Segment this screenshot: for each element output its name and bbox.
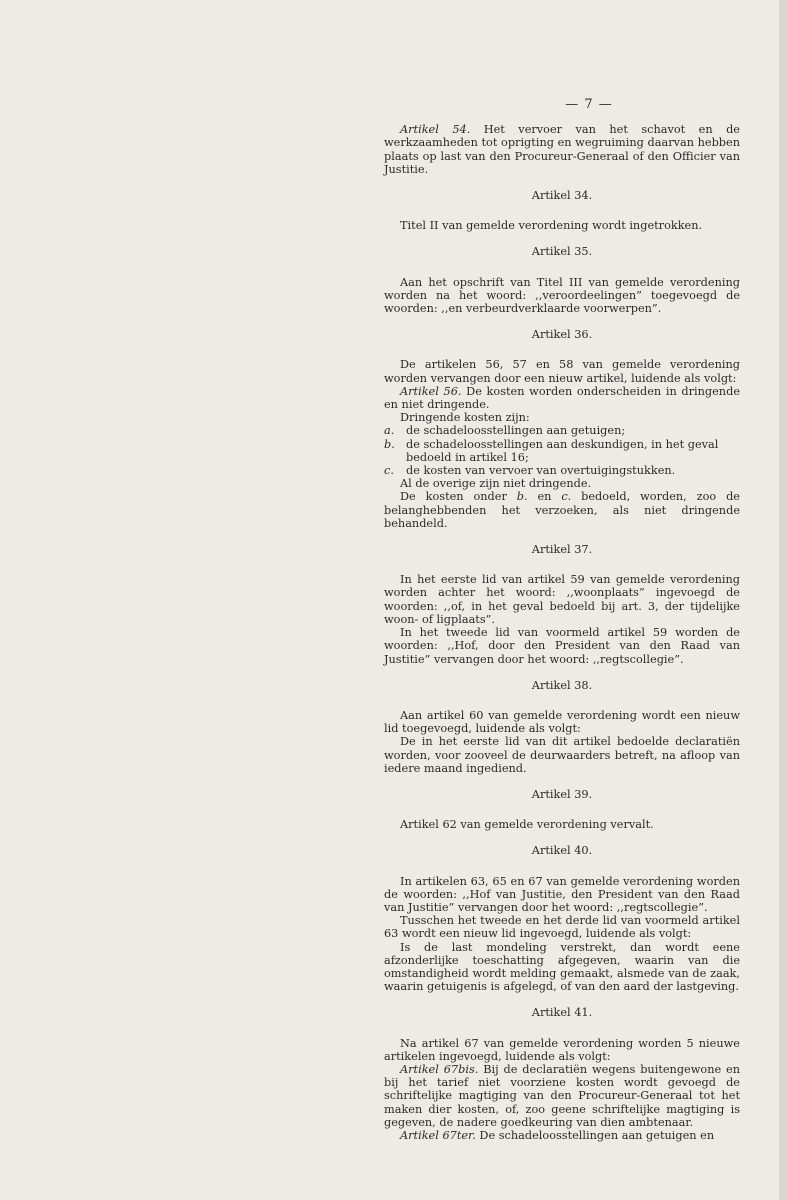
paragraph-36c: Dringende kosten zijn: <box>400 411 530 425</box>
paragraph-36a: De artikelen 56, 57 en 58 van gemelde verordening worden vervangen door een nieuw artikel, luidende als volgt: <box>384 358 740 385</box>
page-number: — 7 — <box>565 97 613 112</box>
paragraph-41b: Artikel 67bis. Bij de declaratiën wegens buitengewone en bij het tarief niet voorziene kosten wordt gevoegd de schriftelijke magtiging van den Procureur-Generaal tot het maken dier kosten, of, zoo geene schriftelijke magtiging is gegeven, de nadere goedkeuring van dien ambtenaar. <box>384 1062 740 1129</box>
paragraph-36e: De kosten onder b. en c. bedoeld, worden, zoo de belanghebbenden het verzoeken, als niet dringende behandeld. <box>384 490 740 530</box>
paragraph-artikel-54: Artikel 54. Het vervoer van het schavot en de werkzaamheden tot oprigting en wegruiming daarvan hebben plaats op last van den Procureur-Generaal of den Officier van Justitie. <box>384 123 740 176</box>
paragraph-38b: De in het eerste lid van dit artikel bedoelde declaratiën worden, voor zooveel de deurwaarders betreft, na afloop van iedere maand ingediend. <box>384 735 740 775</box>
paragraph-40c: Is de last mondeling verstrekt, dan wordt eene afzonderlijke toeschatting afgegeven, waarin van die omstandigheid wordt melding gemaakt, alsmede van de zaak, waarin getuigenis is afgelegd, of van den aard der lastgeving. <box>384 940 740 994</box>
heading-artikel-41: Artikel 41. <box>531 1006 593 1020</box>
heading-artikel-35: Artikel 35. <box>531 245 593 259</box>
heading-artikel-37: Artikel 37. <box>531 543 593 557</box>
paragraph-40b: Tusschen het tweede en het derde lid van voormeld artikel 63 wordt een nieuw lid ingevoegd, luidende als volgt: <box>384 914 740 941</box>
paragraph-37a: In het eerste lid van artikel 59 van gemelde verordening worden achter het woord: ,,woonplaats” ingevoegd de woorden: ,,of, in het geval bedoeld bij art. 3, der tijdelijke woon- of ligplaats”. <box>384 573 740 626</box>
list-item-b: b. de schadeloosstellingen aan deskundigen, in het geval bedoeld in artikel 16; <box>384 437 719 464</box>
list-item-c: c. de kosten van vervoer van overtuigingstukken. <box>384 464 676 478</box>
paragraph-34: Titel II van gemelde verordening wordt ingetrokken. <box>400 219 703 233</box>
article-ref: Artikel 54. <box>400 123 471 137</box>
article-ref: Artikel 56. <box>400 384 462 398</box>
heading-artikel-34: Artikel 34. <box>531 189 593 203</box>
list-item-a: a. de schadeloosstellingen aan getuigen; <box>384 424 626 438</box>
text-column <box>384 98 740 1142</box>
paragraph-40a: In artikelen 63, 65 en 67 van gemelde verordening worden de woorden: ,,Hof van Justitie, den President van den Raad van Justitie” vervangen door het woord: ,,regtscollegie”. <box>384 874 740 914</box>
heading-artikel-39: Artikel 39. <box>531 787 593 801</box>
heading-artikel-36: Artikel 36. <box>531 328 593 342</box>
paragraph-37b: In het tweede lid van voormeld artikel 59 worden de woorden: ,,Hof, door den President van den Raad van Justitie” vervangen door het woord: ,,regtscollegie”. <box>384 626 740 666</box>
paragraph-39: Artikel 62 van gemelde verordening vervalt. <box>400 818 654 832</box>
article-ref: Artikel 67ter. <box>400 1128 476 1142</box>
page-edge <box>779 0 787 1200</box>
article-ref: Artikel 67bis. <box>400 1062 479 1076</box>
heading-artikel-40: Artikel 40. <box>531 844 593 858</box>
heading-artikel-38: Artikel 38. <box>531 678 593 692</box>
paragraph-36b: Artikel 56. De kosten worden onderscheiden in dringende en niet dringende. <box>384 384 741 412</box>
paragraph-35: Aan het opschrift van Titel III van gemelde verordening worden na het woord: ,,veroordeelingen” toegevoegd de woorden: ,,en verbeurdverklaarde voorwerpen”. <box>384 275 740 316</box>
paragraph-41c: Artikel 67ter. De schadeloosstellingen aan getuigen en <box>400 1128 715 1142</box>
paragraph-36d: Al de overige zijn niet dringende. <box>400 477 592 491</box>
paragraph-38a: Aan artikel 60 van gemelde verordening wordt een nieuw lid toegevoegd, luidende als volgt: <box>384 708 740 736</box>
paragraph-41a: Na artikel 67 van gemelde verordening worden 5 nieuwe artikelen ingevoegd, luidende als volgt: <box>384 1036 740 1063</box>
